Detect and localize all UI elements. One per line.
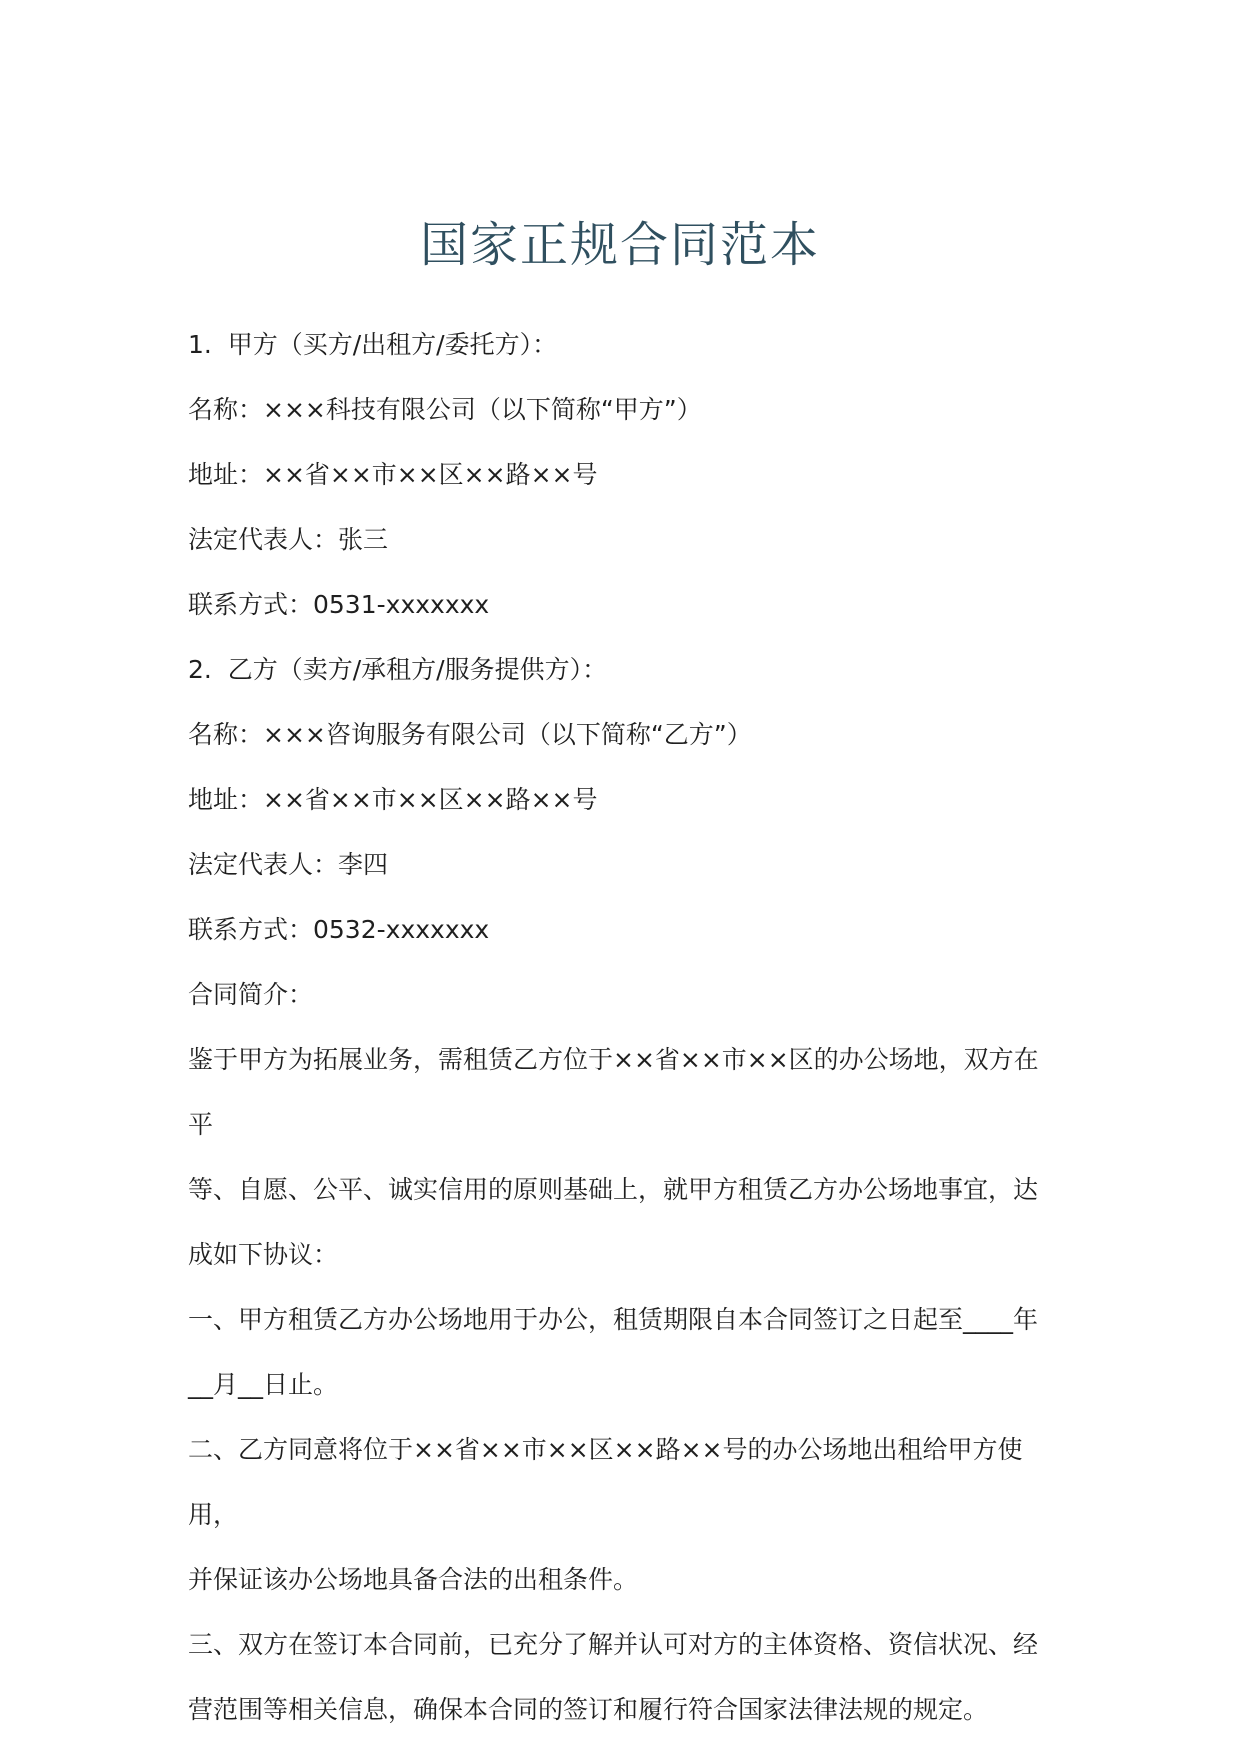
party-a-heading: 1. 甲方（买方/出租方/委托方）： [188, 330, 558, 359]
intro-heading: 合同简介： [188, 980, 314, 1009]
intro-line: 成如下协议： [188, 1240, 339, 1269]
clause-3-line: 三、双方在签订本合同前，已充分了解并认可对方的主体资格、资信状况、经 [188, 1630, 1039, 1659]
party-a-address: 地址：××省××市××区××路××号 [188, 460, 598, 489]
clause-2-line: 并保证该办公场地具备合法的出租条件。 [188, 1565, 639, 1594]
intro-line: 等、自愿、公平、诚实信用的原则基础上，就甲方租赁乙方办公场地事宜，达 [188, 1175, 1039, 1204]
clause-3-line: 营范围等相关信息，确保本合同的签订和履行符合国家法律法规的规定。 [188, 1695, 989, 1724]
clause-2-line: 二、乙方同意将位于××省××市××区××路××号的办公场地出租给甲方使用， [188, 1435, 1023, 1529]
party-b-heading: 2. 乙方（卖方/承租方/服务提供方）： [188, 655, 608, 684]
party-a-contact: 联系方式：0531-xxxxxxx [188, 590, 490, 619]
party-b-representative: 法定代表人：李四 [188, 850, 389, 879]
party-b-address: 地址：××省××市××区××路××号 [188, 785, 598, 814]
party-a-name: 名称：×××科技有限公司（以下简称“甲方”） [188, 395, 702, 424]
document-body [188, 312, 1058, 1742]
clause-1-line: 一、甲方租赁乙方办公场地用于办公，租赁期限自本合同签订之日起至____年 [188, 1305, 1039, 1334]
document-title: 国家正规合同范本 [419, 217, 820, 273]
clause-1-line: __月__日止。 [188, 1370, 339, 1399]
party-b-contact: 联系方式：0532-xxxxxxx [188, 915, 490, 944]
party-b-name: 名称：×××咨询服务有限公司（以下简称“乙方”） [188, 720, 752, 749]
party-a-representative: 法定代表人：张三 [188, 525, 389, 554]
intro-line: 鉴于甲方为拓展业务，需租赁乙方位于××省××市××区的办公场地，双方在平 [188, 1045, 1039, 1139]
